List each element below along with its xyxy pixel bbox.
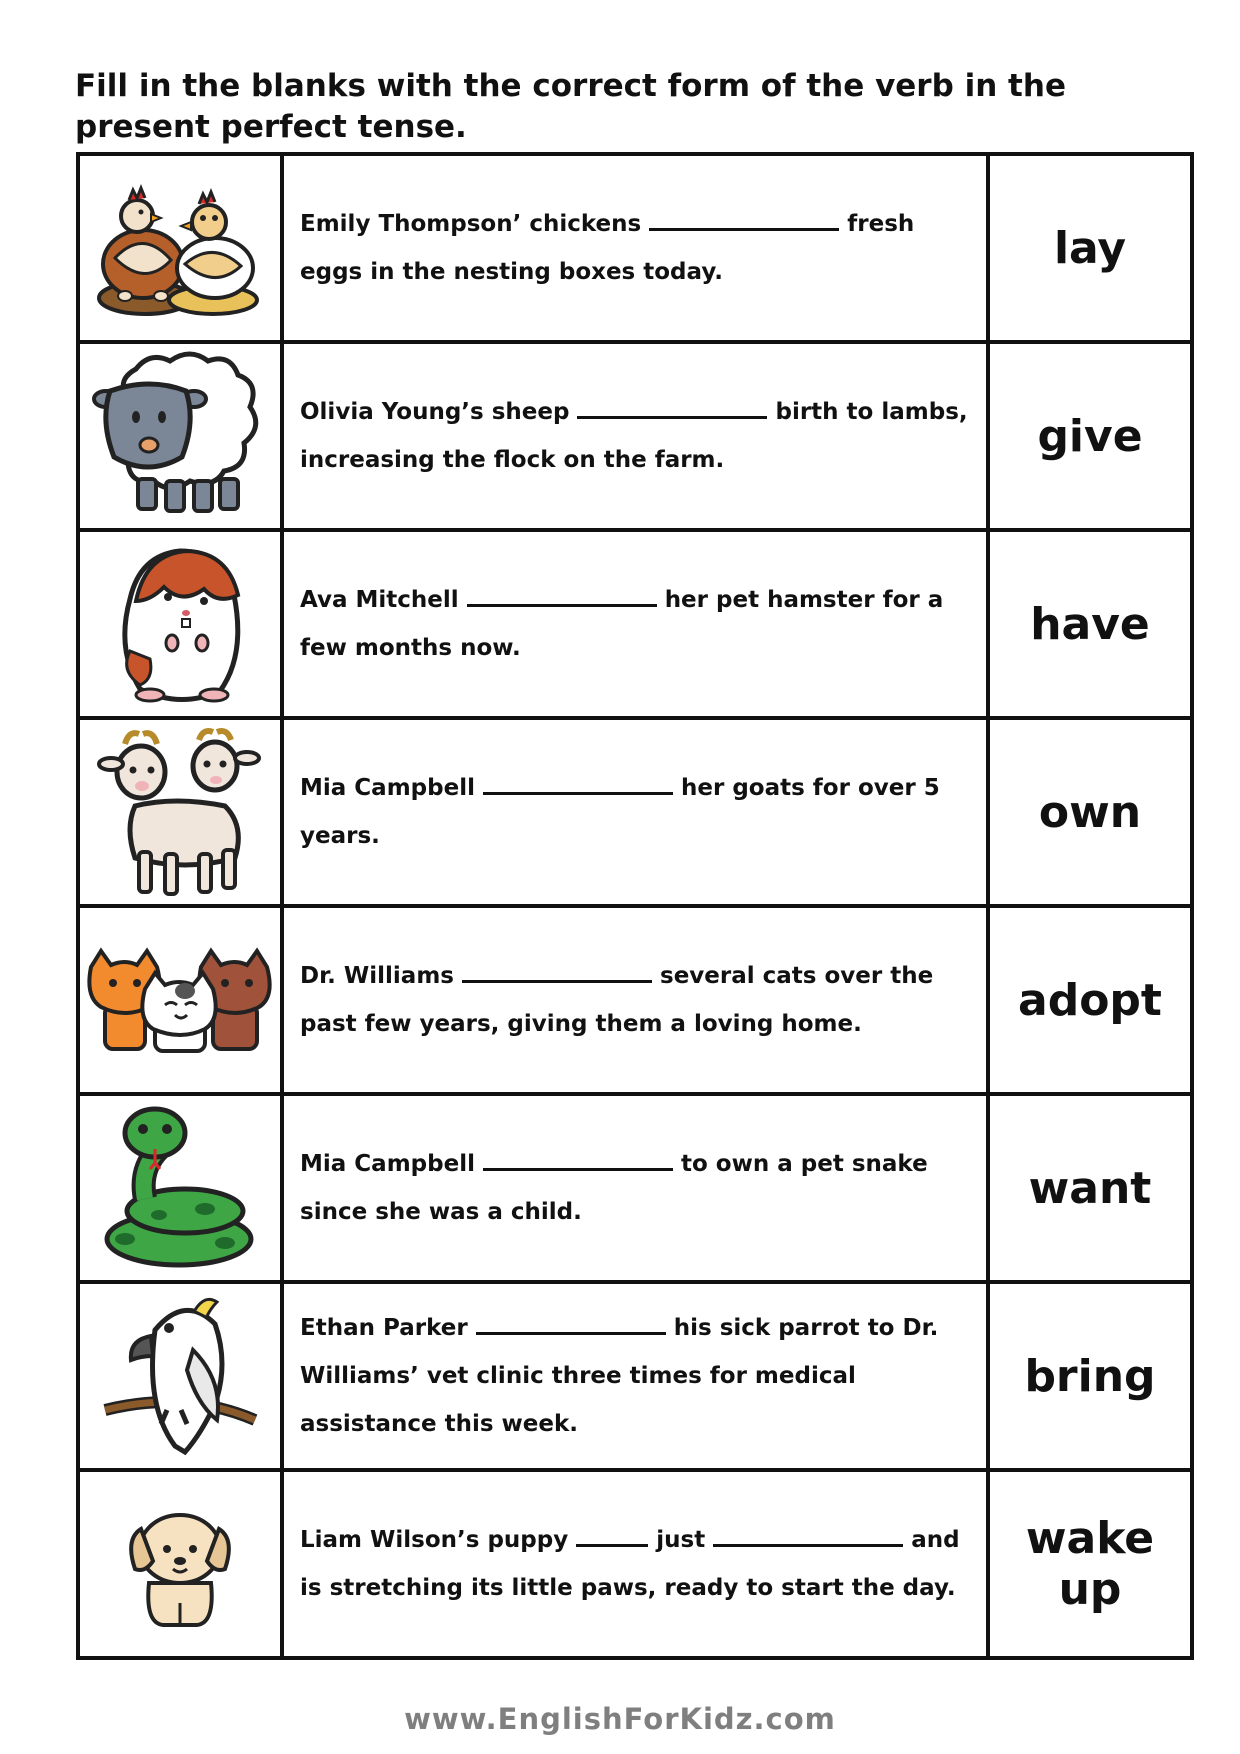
image-cell (78, 1094, 282, 1282)
sentence-start: Olivia Young’s sheep (300, 399, 570, 425)
sentence-cell (282, 1282, 988, 1470)
sentence-middle: just (656, 1527, 706, 1553)
verb-label: adopt (1018, 974, 1162, 1026)
sentence-end: to own a pet snake since she was a child. (300, 1151, 928, 1225)
answer-blank-1[interactable] (576, 1524, 648, 1547)
table-row (78, 1470, 1192, 1658)
verb-cell (988, 154, 1192, 342)
answer-blank[interactable] (577, 396, 767, 419)
verb-label: own (1038, 786, 1142, 838)
answer-blank[interactable] (476, 1312, 666, 1335)
exercise-table (76, 152, 1194, 1660)
answer-blank-2[interactable] (713, 1524, 903, 1547)
sentence-cell (282, 154, 988, 342)
verb-label: want (1028, 1162, 1152, 1214)
sentence-start: Mia Campbell (300, 1151, 475, 1177)
answer-blank[interactable] (649, 208, 839, 231)
answer-blank[interactable] (467, 584, 657, 607)
verb-label: bring (1024, 1350, 1156, 1402)
hamster-icon (110, 539, 250, 709)
verb-cell (988, 1094, 1192, 1282)
image-cell (78, 530, 282, 718)
sentence-cell (282, 906, 988, 1094)
goats-icon (95, 726, 265, 898)
image-cell (78, 718, 282, 906)
verb-cell (988, 718, 1192, 906)
table-row (78, 1282, 1192, 1470)
table-row (78, 342, 1192, 530)
sentence-end: and is stretching its little paws, ready to start the day. (300, 1527, 960, 1601)
sentence-end: birth to lambs, increasing the flock on the farm. (300, 399, 968, 473)
chickens-icon (85, 168, 275, 328)
sentence-end: his sick parrot to Dr. Williams’ vet clinic three times for medical assistance this week. (300, 1315, 939, 1437)
sentence-cell (282, 1094, 988, 1282)
verb-label: have (1030, 598, 1150, 650)
sentence-start: Mia Campbell (300, 775, 475, 801)
sentence-end: several cats over the past few years, giving them a loving home. (300, 963, 934, 1037)
sentence-cell (282, 1470, 988, 1658)
verb-label: lay (1053, 222, 1127, 274)
table-row (78, 530, 1192, 718)
image-cell (78, 154, 282, 342)
verb-cell (988, 530, 1192, 718)
sentence-end: her pet hamster for a few months now. (300, 587, 944, 661)
verb-cell (988, 1470, 1192, 1658)
image-cell (78, 906, 282, 1094)
cats-icon (85, 945, 275, 1055)
verb-label: wake up (1025, 1513, 1155, 1615)
snake-icon (95, 1103, 265, 1273)
image-cell (78, 1470, 282, 1658)
sentence-cell (282, 530, 988, 718)
sentence-cell (282, 718, 988, 906)
verb-label: give (1037, 410, 1143, 462)
sentence-start: Emily Thompson’ chickens (300, 211, 642, 237)
sentence-start: Liam Wilson’s puppy (300, 1527, 569, 1553)
sentence-end: her goats for over 5 years. (300, 775, 940, 849)
table-row (78, 1094, 1192, 1282)
sentence-end: fresh eggs in the nesting boxes today. (300, 211, 915, 285)
image-cell (78, 1282, 282, 1470)
puppy-icon (125, 1499, 235, 1629)
sentence-start: Dr. Williams (300, 963, 454, 989)
instructions: Fill in the blanks with the correct form of the verb in the present perfect tense. (75, 68, 1066, 145)
answer-blank[interactable] (462, 960, 652, 983)
table-row (78, 154, 1192, 342)
verb-cell (988, 342, 1192, 530)
table-row (78, 906, 1192, 1094)
answer-blank[interactable] (483, 1148, 673, 1171)
parrot-icon (95, 1290, 265, 1462)
verb-cell (988, 906, 1192, 1094)
sentence-start: Ava Mitchell (300, 587, 459, 613)
sentence-start: Ethan Parker (300, 1315, 468, 1341)
answer-blank[interactable] (483, 772, 673, 795)
sheep-icon (90, 351, 270, 521)
sentence-cell (282, 342, 988, 530)
verb-cell (988, 1282, 1192, 1470)
image-cell (78, 342, 282, 530)
table-row (78, 718, 1192, 906)
footer-website: www.EnglishForKidz.com (404, 1702, 836, 1736)
